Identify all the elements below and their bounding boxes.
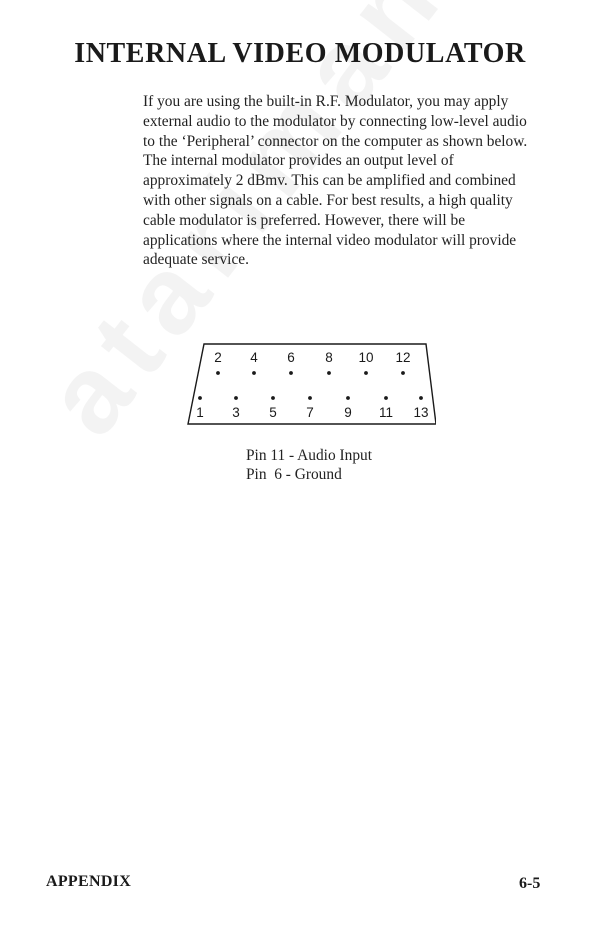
page-title: INTERNAL VIDEO MODULATOR <box>74 38 526 69</box>
pin-13 <box>419 396 423 400</box>
pin-5 <box>271 396 275 400</box>
pin-label-2: 2 <box>214 350 222 365</box>
pin-11 <box>384 396 388 400</box>
pin-7 <box>308 396 312 400</box>
pin-label-9: 9 <box>344 405 352 420</box>
pin-label-11: 11 <box>378 405 394 420</box>
footer-page-number: 6-5 <box>519 875 541 892</box>
pin-label-4: 4 <box>250 350 258 365</box>
pin-label-1: 1 <box>196 405 204 420</box>
pin-9 <box>346 396 350 400</box>
legend-audio-input: Pin 11 - Audio Input <box>246 447 372 464</box>
pin-label-3: 3 <box>232 405 240 420</box>
body-paragraph: If you are using the built-in R.F. Modulator, you may apply external audio to the modulator by connecting low-level audio to the ‘Peripheral’ connector on the computer as shown below. The internal modulator provides an output level of approximately 2 dBmv. This can be amplified and combined with other signals on a cable. For best results, a high quality cable modulator is preferred. However, there will be applications where the internal video modulator will provide adequate service. <box>143 93 528 269</box>
pin-label-5: 5 <box>269 405 277 420</box>
pin-label-6: 6 <box>287 350 295 365</box>
pin-10 <box>364 371 368 375</box>
pin-4 <box>252 371 256 375</box>
pin-label-12: 12 <box>395 350 411 365</box>
peripheral-connector-diagram <box>186 342 436 428</box>
pin-legend <box>246 446 372 484</box>
pin-label-8: 8 <box>325 350 333 365</box>
pin-8 <box>327 371 331 375</box>
pin-label-13: 13 <box>413 405 429 420</box>
legend-ground: Pin 6 - Ground <box>246 466 342 483</box>
pin-2 <box>216 371 220 375</box>
pin-3 <box>234 396 238 400</box>
pin-6 <box>289 371 293 375</box>
pin-1 <box>198 396 202 400</box>
connector-svg <box>186 342 436 428</box>
pin-label-7: 7 <box>306 405 314 420</box>
pin-label-10: 10 <box>358 350 374 365</box>
footer-section-label: APPENDIX <box>46 873 132 890</box>
pin-12 <box>401 371 405 375</box>
